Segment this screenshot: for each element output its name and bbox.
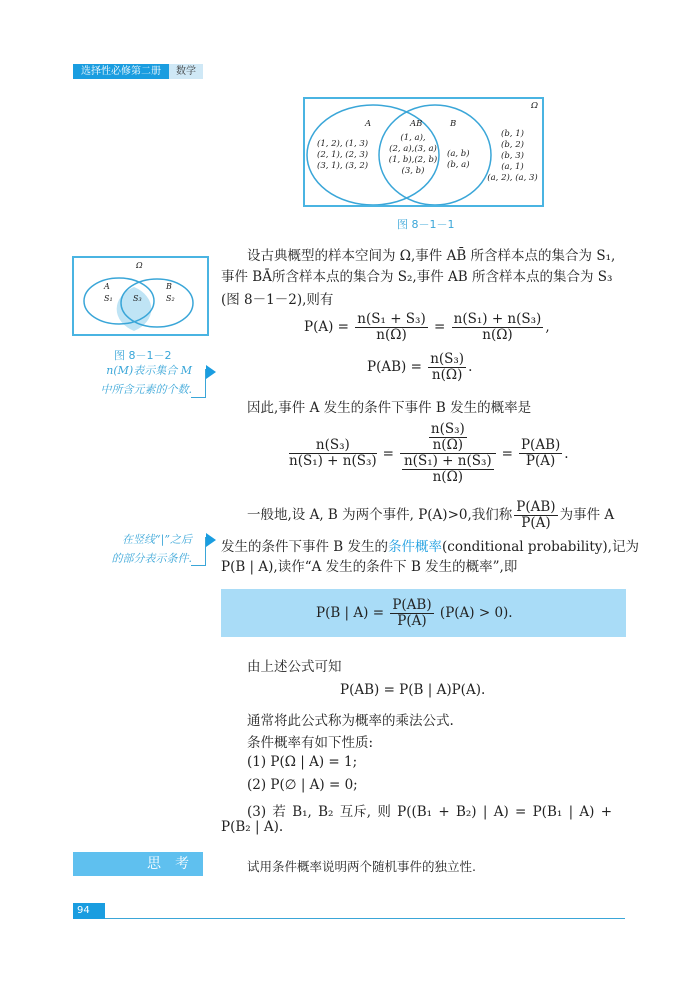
fraction [452, 312, 544, 343]
compound-fraction [400, 422, 496, 485]
think-label [73, 852, 203, 876]
outside-item: (b, 1) [501, 129, 524, 139]
outside-item: (b, 3) [501, 151, 524, 161]
book-title-tag: 选择性必修第二册 [73, 64, 169, 79]
label-ab: AB [410, 119, 423, 129]
denominator: n(Ω) [376, 327, 407, 343]
denominator: n(Ω) [432, 469, 464, 485]
fraction [429, 422, 467, 453]
denominator: n(Ω) [432, 437, 464, 453]
margin-note-2 [112, 530, 193, 568]
property-2: (2) P(∅ | A) = 0; [247, 777, 358, 793]
punct: , [545, 319, 550, 335]
outside-item: (b, 2) [501, 140, 524, 150]
text-span: 发生的条件下事件 B 发生的 [221, 539, 389, 555]
property-3-cont: P(B₂ | A). [221, 819, 284, 835]
note-line: 的部分表示条件. [111, 552, 192, 565]
numerator: n(S₃) [430, 421, 465, 437]
ab-item: (3, b) [401, 166, 425, 176]
paragraph-line: (图 8－1－2),则有 [221, 292, 334, 308]
venn-diagram-2 [72, 256, 209, 336]
punct: . [468, 359, 473, 375]
a-only-item: (3, 1), (3, 2) [317, 161, 369, 171]
denominator: n(Ω) [482, 327, 513, 343]
ab-item: (1, a), [400, 133, 426, 143]
term-highlight: 条件概率 [388, 539, 443, 555]
footer-rule [105, 918, 625, 919]
numerator: n(S₁ + S₃) [357, 311, 426, 327]
paragraph-line: 事件 BĀ所含样本点的集合为 S₂,事件 AB 所含样本点的集合为 S₃ [221, 269, 613, 285]
equals: = [434, 319, 446, 335]
paragraph-line [221, 535, 639, 555]
denominator: P(A) [525, 453, 556, 469]
equals: = [382, 445, 394, 462]
a-only-item: (1, 2), (1, 3) [317, 139, 369, 149]
a-only-item: (2, 1), (2, 3) [317, 150, 369, 160]
b-only-item: (a, b) [447, 149, 470, 159]
paragraph-line: 通常将此公式称为概率的乘法公式. [247, 713, 454, 729]
definition-box [221, 589, 626, 637]
numerator: n(S₃) [289, 438, 377, 454]
note-line: n(M)表示集合 M [106, 364, 192, 377]
numerator: P(AB) [392, 597, 432, 613]
fraction [355, 312, 427, 343]
flag-icon [191, 369, 206, 398]
text-span: 一般地,设 A, B 为两个事件, P(A)>0,我们称 [247, 507, 513, 523]
text-span: (conditional probability),记为 [442, 539, 639, 555]
fraction [289, 438, 377, 469]
text-span: 为事件 A [559, 507, 615, 523]
note-line: 中所含元素的个数. [100, 383, 192, 396]
fraction [519, 438, 562, 469]
fraction [428, 352, 466, 383]
subject-tag: 数学 [169, 64, 203, 79]
numerator: P(AB) [516, 499, 556, 515]
b-only-item: (b, a) [447, 160, 470, 170]
label-a: A [104, 282, 110, 291]
omega-label: Ω [530, 101, 538, 111]
denominator: n(Ω) [431, 367, 463, 383]
property-1: (1) P(Ω | A) = 1; [247, 754, 358, 770]
paragraph-line [247, 500, 614, 531]
think-label-text: 思 考 [147, 856, 189, 872]
numerator: n(S₁) + n(S₃) [403, 453, 492, 469]
punct: . [564, 445, 569, 462]
ab-item: (1, b),(2, b) [388, 155, 438, 165]
paragraph-line: 因此,事件 A 发生的条件下事件 B 发生的概率是 [247, 400, 532, 416]
formula-lhs: P(B | A) = [316, 605, 385, 621]
omega-label: Ω [136, 261, 143, 270]
outside-item: (a, 2), (a, 3) [487, 173, 538, 183]
formula-pab [367, 352, 472, 383]
label-s1: S₁ [104, 294, 113, 303]
label-s3: S₃ [133, 294, 142, 303]
paragraph-line: 设古典概型的样本空间为 Ω,事件 AB̄ 所含样本点的集合为 S₁, [247, 248, 616, 264]
numerator: n(S₁) + n(S₃) [453, 311, 542, 327]
paragraph-line: 条件概率有如下性质: [247, 735, 374, 751]
note-line: 在竖线“|”之后 [122, 533, 192, 546]
paragraph-line: 由上述公式可知 [247, 659, 342, 675]
figure-caption-2: 图 8－1－2 [114, 349, 172, 362]
figure-caption-1: 图 8－1－1 [397, 218, 455, 231]
formula-lhs: P(A) = [304, 319, 349, 335]
outside-item: (a, 1) [501, 162, 524, 172]
margin-note-1 [101, 361, 193, 399]
ab-item: (2, a),(3, a) [389, 144, 437, 154]
label-a: A [365, 119, 372, 129]
formula-lhs: P(AB) = [367, 359, 422, 375]
formula-pa [304, 312, 550, 343]
denominator: P(A) [521, 515, 551, 531]
formula-condition: (P(A) > 0). [439, 605, 513, 621]
formula-multiplication: P(AB) = P(B | A)P(A). [340, 682, 486, 698]
property-3: (3) 若 B₁, B₂ 互斥, 则 P((B₁ + B₂) | A) = P(B₁ | A) + [247, 804, 613, 820]
label-b: B [166, 282, 172, 291]
formula-conditional-probability [316, 598, 513, 629]
flag-icon [191, 537, 206, 566]
fraction [514, 500, 557, 531]
fraction [402, 454, 494, 485]
fraction [390, 598, 433, 629]
equals: = [501, 445, 513, 462]
denominator: n(S₁) + n(S₃) [289, 453, 377, 469]
numerator: P(AB) [520, 437, 561, 453]
formula-conditional-derivation [287, 422, 569, 485]
denominator: P(A) [397, 613, 427, 629]
think-question: 试用条件概率说明两个随机事件的独立性. [247, 859, 476, 874]
label-s2: S₂ [166, 294, 175, 303]
venn-diagram-1 [303, 97, 544, 207]
page-number: 94 [73, 903, 105, 919]
label-b: B [450, 119, 457, 129]
numerator: n(S₃) [430, 351, 465, 367]
paragraph-line: P(B | A),读作“A 发生的条件下 B 发生的概率”,即 [221, 559, 518, 575]
